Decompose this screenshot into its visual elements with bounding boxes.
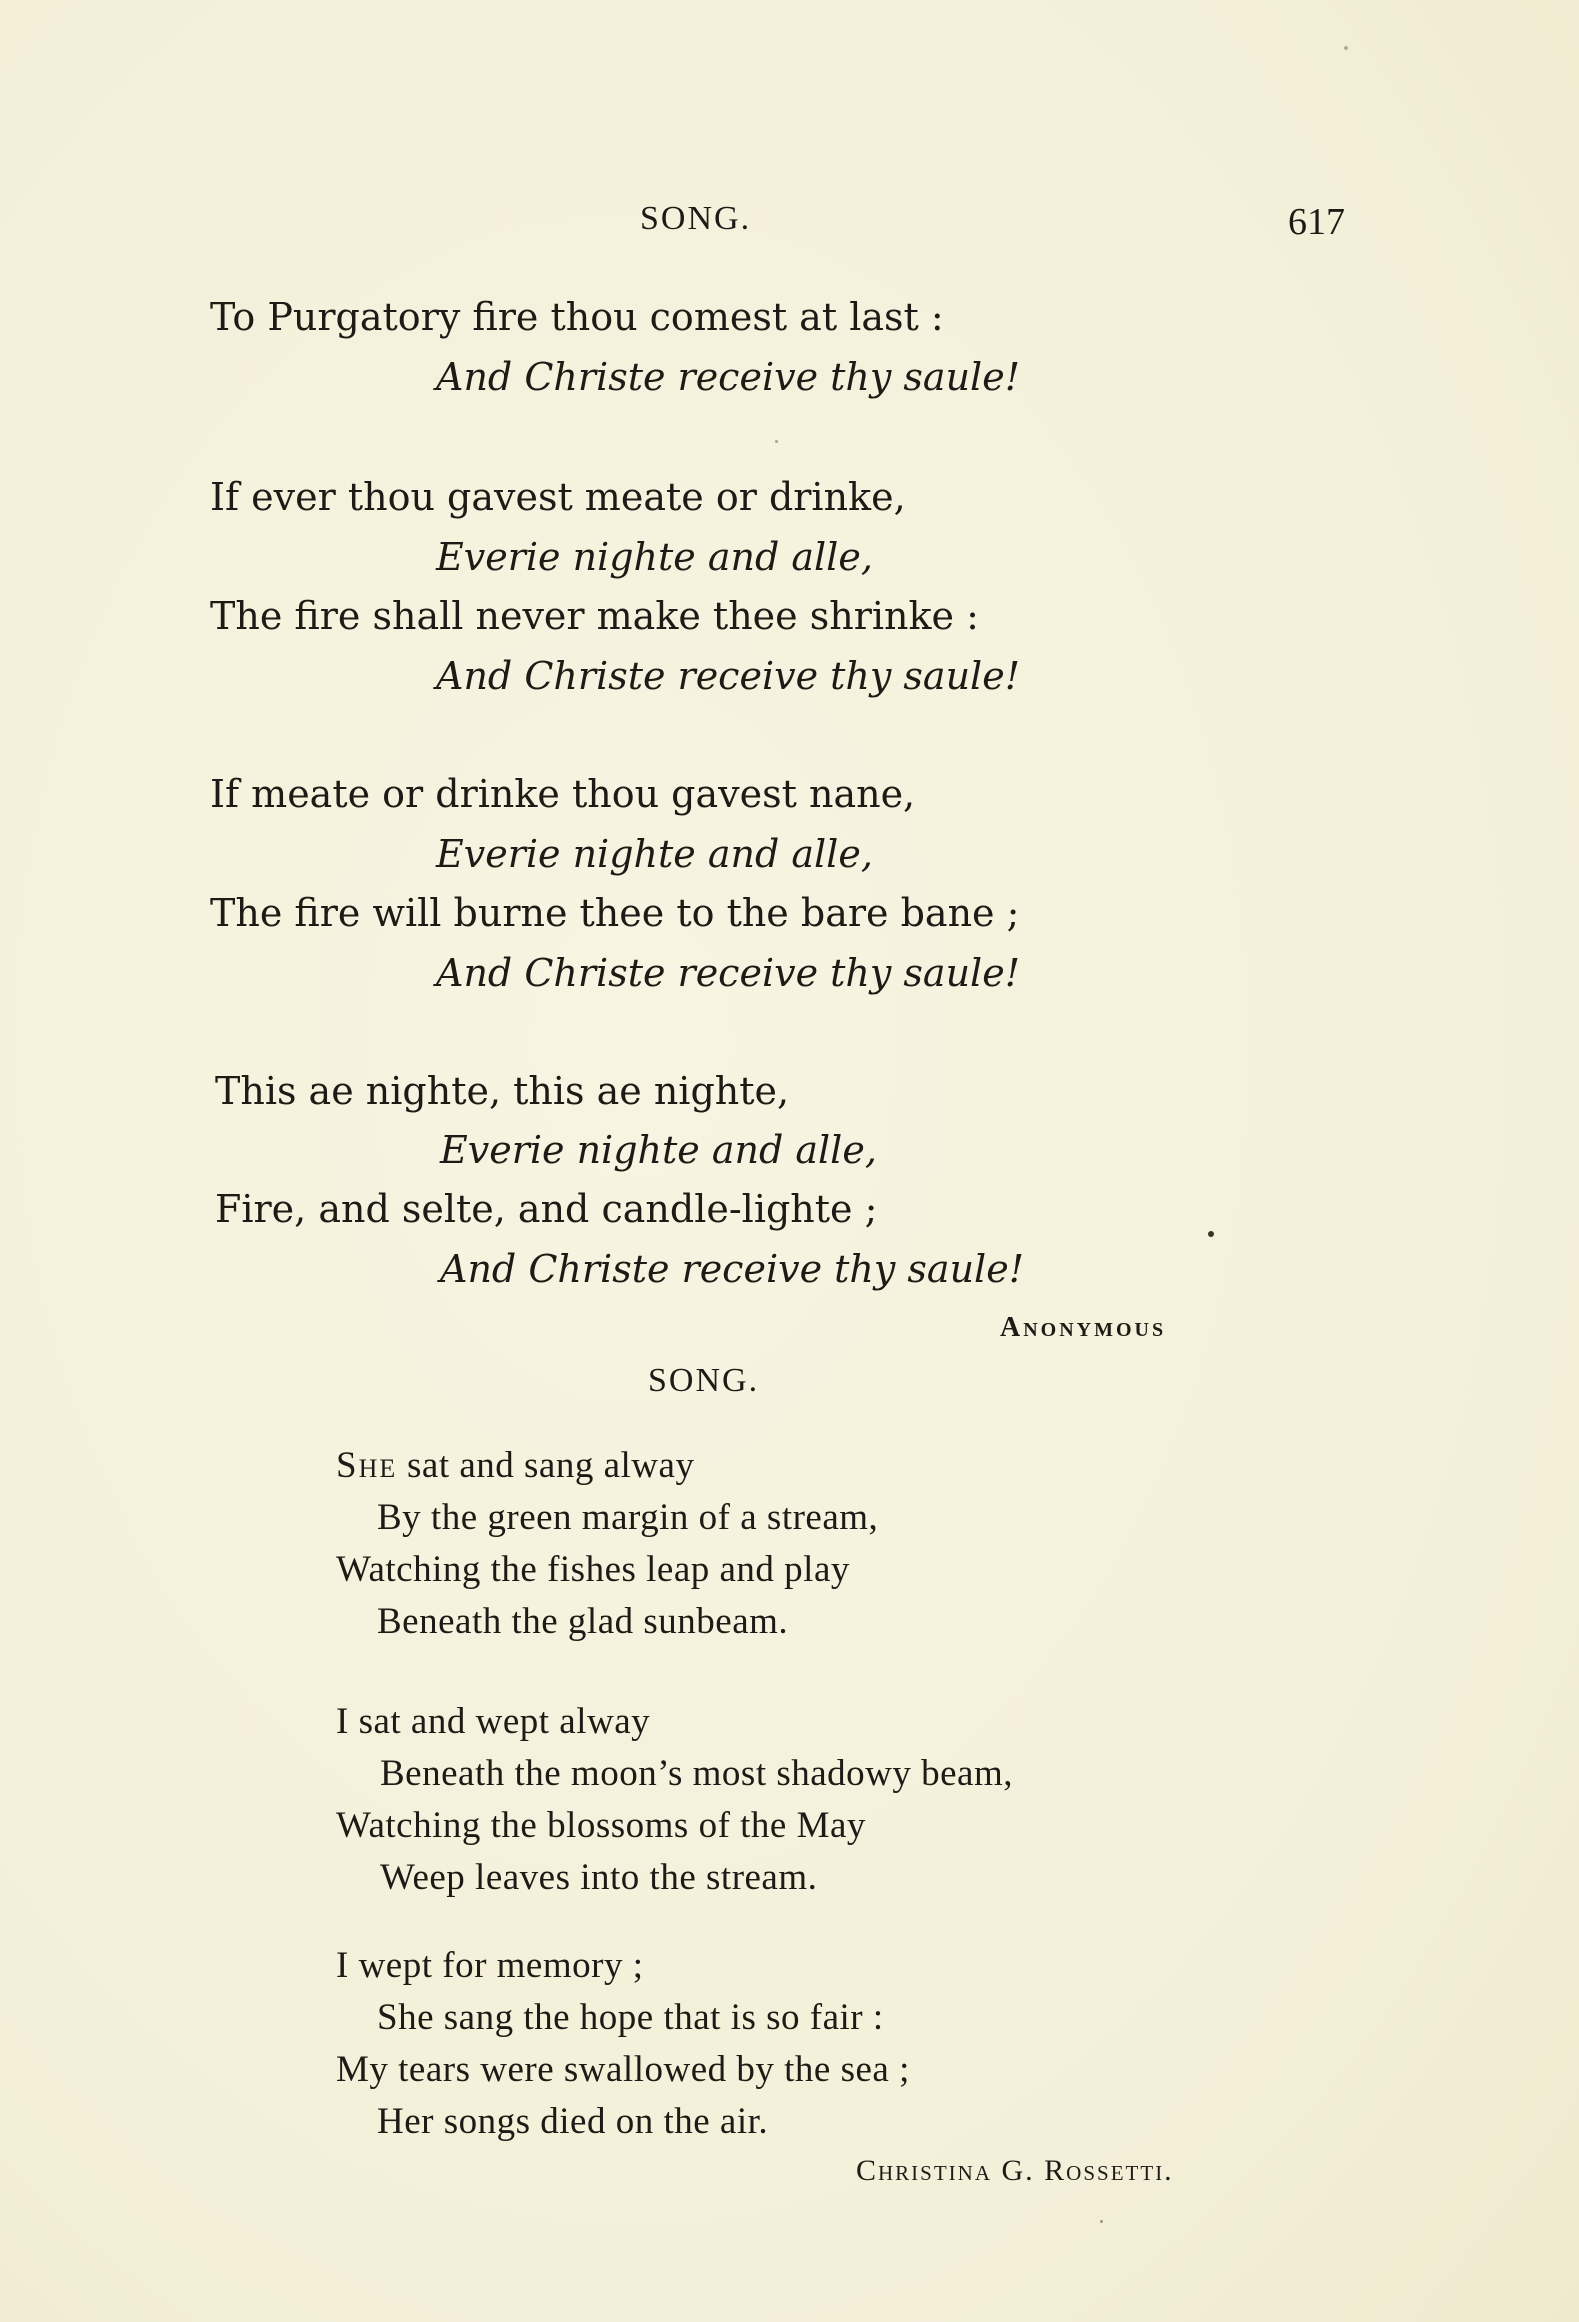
refrain-line: Everie nighte and alle, [440,1128,877,1172]
print-speck [1100,2220,1103,2223]
attribution-anonymous: Anonymous [1000,1312,1167,1343]
poem-line: Watching the fishes leap and play [336,1549,850,1590]
page-number: 617 [1288,201,1345,243]
poem-line: Weep leaves into the stream. [380,1857,818,1898]
refrain-line: And Christe receive thy saule! [436,951,1020,995]
poem-line: The fire will burne thee to the bare bane ; [210,891,1020,935]
poem-line: She sat and sang alway [336,1445,695,1486]
poem-line: Watching the blossoms of the May [336,1805,866,1846]
poem-line: By the green margin of a stream, [377,1497,879,1538]
poem-line: She sang the hope that is so fair : [377,1997,884,2038]
first-word: She [336,1445,398,1486]
running-title: SONG. [640,200,752,237]
poem-line: To Purgatory fire thou comest at last : [210,295,944,339]
refrain-line: Everie nighte and alle, [436,535,873,579]
poem-line: My tears were swallowed by the sea ; [336,2049,910,2090]
print-speck [1208,1231,1214,1237]
poem-line: Beneath the moon’s most shadowy beam, [380,1753,1014,1794]
attribution-rossetti: Christina G. Rossetti. [856,2154,1174,2187]
poem-line: Fire, and selte, and candle-lighte ; [215,1187,878,1231]
poem-line: If ever thou gavest meate or drinke, [210,475,906,519]
refrain-line: Everie nighte and alle, [436,832,873,876]
refrain-line: And Christe receive thy saule! [436,654,1020,698]
poem-title: SONG. [648,1362,760,1399]
poem-line: I wept for memory ; [336,1945,644,1986]
refrain-line: And Christe receive thy saule! [440,1247,1024,1291]
print-speck [775,440,778,443]
poem-line: The fire shall never make thee shrinke : [210,594,979,638]
poem-line: If meate or drinke thou gavest nane, [210,772,916,816]
poem-line: Her songs died on the air. [377,2101,769,2142]
refrain-line: And Christe receive thy saule! [436,355,1020,399]
poem-line: This ae nighte, this ae nighte, [215,1069,790,1113]
poem-line: I sat and wept alway [336,1701,651,1742]
print-speck [1344,46,1348,50]
poem-line: Beneath the glad sunbeam. [377,1601,789,1642]
